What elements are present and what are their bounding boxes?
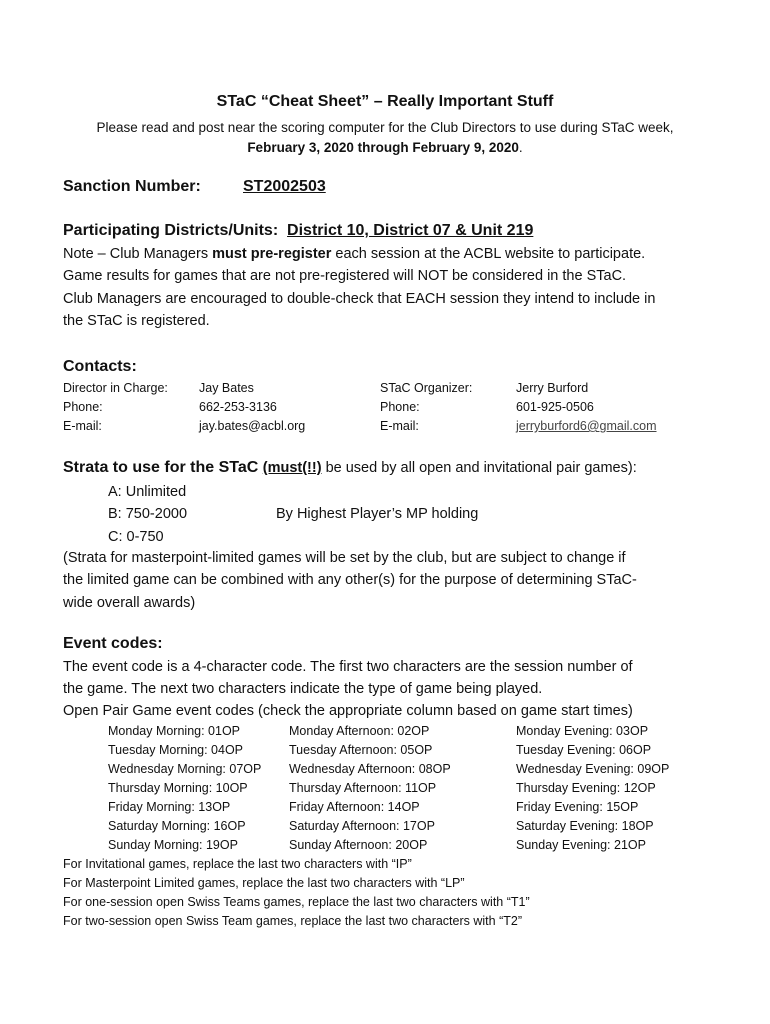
strata-c: C: 0-750 <box>108 529 164 545</box>
contact-label-phone: Phone: <box>63 400 103 414</box>
note-line-2: Game results for games that are not pre-registered will NOT be considered in the STaC. <box>63 268 627 284</box>
evening-code: Saturday Evening: 18OP <box>516 819 654 833</box>
morning-code: Saturday Morning: 16OP <box>108 819 246 833</box>
strata-para-2: the limited game can be combined with any other(s) for the purpose of determining STaC- <box>63 572 637 588</box>
director-phone: 662-253-3136 <box>199 400 277 414</box>
note-line-3: Club Managers are encouraged to double-check that EACH session they intend to include in <box>63 291 656 307</box>
contact-label-email: E-mail: <box>63 419 102 433</box>
morning-code: Sunday Morning: 19OP <box>108 838 238 852</box>
morning-code: Friday Morning: 13OP <box>108 800 231 814</box>
districts-line <box>63 222 533 240</box>
code-note-swiss-one: For one-session open Swiss Teams games, replace the last two characters with “T1” <box>63 895 530 909</box>
morning-code: Thursday Morning: 10OP <box>108 781 248 795</box>
afternoon-code: Monday Afternoon: 02OP <box>289 724 430 738</box>
contact-label-director: Director in Charge: <box>63 381 168 395</box>
intro-period: . <box>518 140 523 155</box>
strata-a: A: Unlimited <box>108 484 187 500</box>
strata-para-1: (Strata for masterpoint-limited games will be set by the club, but are subject to change if <box>63 550 626 566</box>
event-codes-heading: Event codes: <box>63 635 163 652</box>
strata-heading-rest: be used by all open and invitational pair games): <box>321 460 637 476</box>
page-title: STaC “Cheat Sheet” – Really Important Stuff <box>216 93 554 110</box>
organizer-email-link[interactable]: jerryburford6@gmail.com <box>516 419 657 433</box>
afternoon-code: Saturday Afternoon: 17OP <box>289 819 435 833</box>
evening-code: Friday Evening: 15OP <box>516 800 639 814</box>
afternoon-code: Thursday Afternoon: 11OP <box>289 781 437 795</box>
note-l1-a: Note – Club Managers <box>63 246 213 262</box>
director-name: Jay Bates <box>199 381 254 395</box>
districts-label: Participating Districts/Units: <box>63 222 279 239</box>
afternoon-code: Tuesday Afternoon: 05OP <box>289 743 433 757</box>
morning-code: Wednesday Morning: 07OP <box>108 762 262 776</box>
director-email: jay.bates@acbl.org <box>199 419 306 433</box>
strata-must: (must(!!) <box>262 460 322 476</box>
note-l1-bold: must pre-register <box>212 246 332 262</box>
strata-b: B: 750-2000 <box>108 506 188 522</box>
districts-value: District 10, District 07 & Unit 219 <box>287 222 534 239</box>
note-line-4: the STaC is registered. <box>63 313 210 329</box>
morning-code: Tuesday Morning: 04OP <box>108 743 244 757</box>
code-note-invitational: For Invitational games, replace the last two characters with “IP” <box>63 857 412 871</box>
contacts-heading: Contacts: <box>63 358 137 375</box>
sanction-label: Sanction Number: <box>63 178 201 195</box>
evening-code: Tuesday Evening: 06OP <box>516 743 652 757</box>
afternoon-code: Friday Afternoon: 14OP <box>289 800 420 814</box>
events-line-3: Open Pair Game event codes (check the appropriate column based on game start times) <box>63 703 633 719</box>
contact-label-phone-2: Phone: <box>380 400 420 414</box>
events-line-2: the game. The next two characters indicate the type of game being played. <box>63 681 543 697</box>
intro-line-2 <box>0 140 770 155</box>
afternoon-code: Sunday Afternoon: 20OP <box>289 838 428 852</box>
organizer-name: Jerry Burford <box>516 381 589 395</box>
evening-code: Monday Evening: 03OP <box>516 724 649 738</box>
morning-code: Monday Morning: 01OP <box>108 724 241 738</box>
organizer-phone: 601-925-0506 <box>516 400 594 414</box>
contact-label-organizer: STaC Organizer: <box>380 381 473 395</box>
contact-label-email-2: E-mail: <box>380 419 419 433</box>
evening-code: Wednesday Evening: 09OP <box>516 762 670 776</box>
strata-para-3: wide overall awards) <box>63 595 196 611</box>
code-note-masterpoint: For Masterpoint Limited games, replace the last two characters with “LP” <box>63 876 465 890</box>
note-line-1 <box>63 246 645 262</box>
evening-code: Sunday Evening: 21OP <box>516 838 646 852</box>
evening-code: Thursday Evening: 12OP <box>516 781 656 795</box>
intro-line-1: Please read and post near the scoring computer for the Club Directors to use during STaC week, <box>96 120 674 135</box>
note-l1-b: each session at the ACBL website to participate. <box>331 246 646 262</box>
intro-dates: February 3, 2020 through February 9, 2020 <box>247 140 519 155</box>
code-note-swiss-two: For two-session open Swiss Team games, replace the last two characters with “T2” <box>63 914 522 928</box>
sanction-number: ST2002503 <box>243 178 326 195</box>
strata-mp-note: By Highest Player’s MP holding <box>276 506 479 522</box>
afternoon-code: Wednesday Afternoon: 08OP <box>289 762 451 776</box>
strata-heading <box>63 459 637 477</box>
strata-heading-text: Strata to use for the STaC <box>63 459 259 476</box>
events-line-1: The event code is a 4-character code. The first two characters are the session number of <box>63 659 633 675</box>
